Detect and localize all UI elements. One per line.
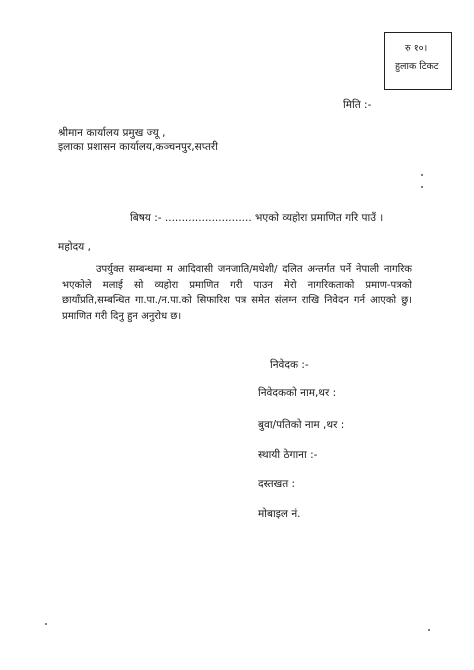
subject-line <box>130 211 383 225</box>
mobile-number-field: मोबाइल नं. <box>258 508 301 520</box>
recipient-line-2: इलाका प्रशासन कार्यालय,कञ्चनपुर,सप्तरी <box>58 141 218 153</box>
applicant-name-field: निवेदकको नाम,थर : <box>258 387 337 399</box>
stamp-fee: रु १०। <box>405 43 428 54</box>
postal-stamp-box <box>384 32 452 90</box>
body-paragraph: उपर्युक्त सम्बन्धमा म आदिवासी जनजाति/मधेशी/ दलित अन्तर्गत पर्ने नेपाली नागरिक भएकोले मलाई सो व्यहोरा प्रमाणित गरी पाउन मेरो नागरिकताको प्रमाण-पत्रको छायाँप्रति,सम्बन्धित गा.पा./न.पा.को सिफारिश पत्र समेत संलग्न राखि निवेदन गर्न आएको छु। प्रमाणित गरी दिनु हुन अनुरोध छ। <box>62 264 412 322</box>
permanent-address-field: स्थायी ठेगाना :- <box>258 449 318 461</box>
date-label: मिति :- <box>343 99 372 111</box>
scan-speck <box>421 174 423 176</box>
signature-field: दस्तखत : <box>258 478 296 490</box>
salutation: महोदय , <box>58 241 91 253</box>
recipient-line-1: श्रीमान कार्यालय प्रमुख ज्यू , <box>58 127 166 139</box>
subject-text: भएको व्यहोरा प्रमाणित गरि पाउँ । <box>255 212 384 224</box>
subject-blank: .......................... <box>164 212 252 224</box>
scan-speck <box>428 629 430 631</box>
scan-speck <box>45 623 47 625</box>
subject-label: बिषय :- <box>130 212 162 224</box>
father-husband-name-field: बुवा/पतिको नाम ,थर : <box>258 419 345 431</box>
applicant-heading: निवेदक :- <box>270 359 309 371</box>
stamp-label: हुलाक टिकट <box>395 61 439 72</box>
scan-speck <box>421 186 423 188</box>
